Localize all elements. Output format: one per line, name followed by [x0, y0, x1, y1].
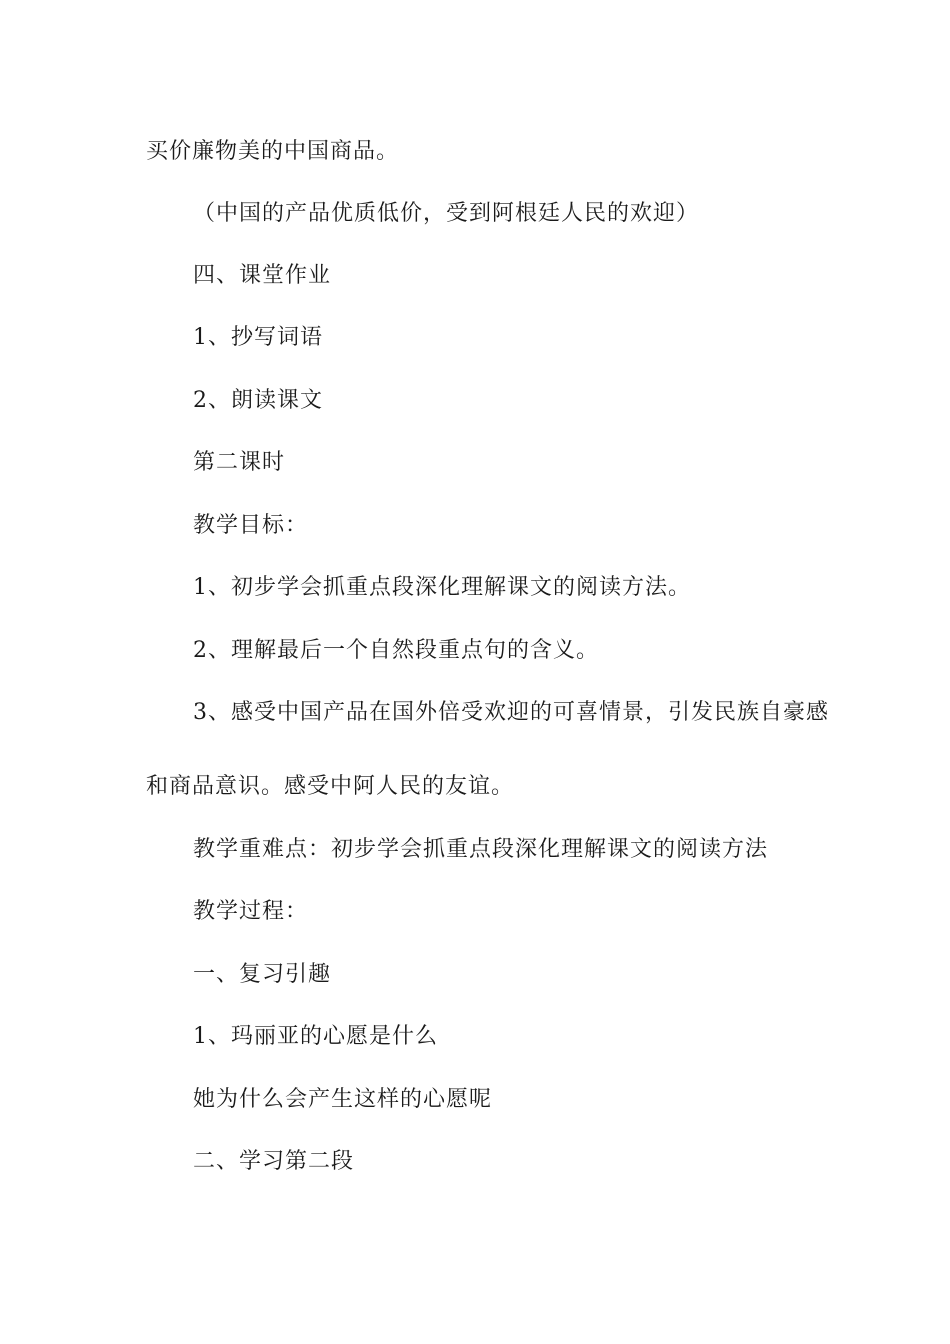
lesson-heading: 第二课时	[193, 450, 286, 475]
list-item: 1、玛丽亚的心愿是什么	[193, 1024, 438, 1049]
section-heading-study: 二、学习第二段	[193, 1149, 355, 1174]
section-heading-homework: 四、课堂作业	[193, 263, 332, 288]
list-item: 2、朗读课文	[193, 388, 323, 413]
paragraph-continuation: 买价廉物美的中国商品。	[146, 139, 400, 164]
paragraph: 她为什么会产生这样的心愿呢	[193, 1087, 493, 1112]
list-item: 2、理解最后一个自然段重点句的含义。	[193, 638, 599, 663]
section-heading-review: 一、复习引趣	[193, 962, 332, 987]
list-item: 1、抄写词语	[193, 325, 323, 350]
section-heading-key-points: 教学重难点：初步学会抓重点段深化理解课文的阅读方法	[193, 837, 769, 862]
section-heading-process: 教学过程：	[193, 899, 309, 924]
paragraph-note: （中国的产品优质低价，受到阿根廷人民的欢迎）	[193, 201, 700, 226]
section-heading-goals: 教学目标：	[193, 513, 309, 538]
list-item: 1、初步学会抓重点段深化理解课文的阅读方法。	[193, 575, 691, 600]
list-item-continuation: 和商品意识。感受中阿人民的友谊。	[146, 774, 515, 799]
list-item: 3、感受中国产品在国外倍受欢迎的可喜情景，引发民族自豪感	[193, 700, 829, 725]
